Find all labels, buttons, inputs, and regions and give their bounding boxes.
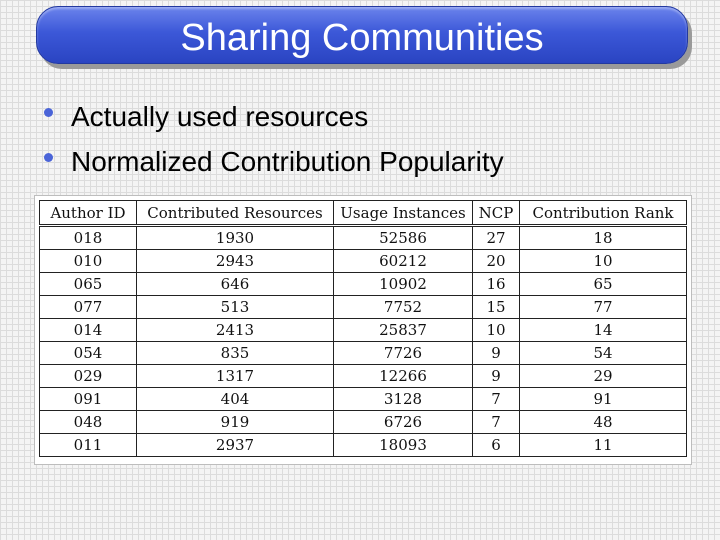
table-cell: 9: [473, 365, 520, 388]
table-header-row: [40, 201, 687, 226]
table-cell: 10: [520, 250, 687, 273]
table-cell: 10: [473, 319, 520, 342]
table-row: [40, 319, 687, 342]
table-cell: 10902: [334, 273, 473, 296]
table-cell: 18093: [334, 434, 473, 457]
table-cell: 077: [40, 296, 137, 319]
table-cell: 7: [473, 388, 520, 411]
column-header: Usage Instances: [334, 201, 473, 226]
slide-title-bar: [36, 6, 688, 64]
table-cell: 014: [40, 319, 137, 342]
table-cell: 2937: [137, 434, 334, 457]
table-cell: 27: [473, 226, 520, 250]
table-cell: 646: [137, 273, 334, 296]
table-cell: 029: [40, 365, 137, 388]
table-cell: 91: [520, 388, 687, 411]
table-cell: 15: [473, 296, 520, 319]
table-row: [40, 250, 687, 273]
table-cell: 9: [473, 342, 520, 365]
table-row: [40, 365, 687, 388]
table-cell: 18: [520, 226, 687, 250]
table-cell: 3128: [334, 388, 473, 411]
bullet-item: [44, 94, 504, 139]
table-cell: 60212: [334, 250, 473, 273]
column-header: Contributed Resources: [137, 201, 334, 226]
table-cell: 1317: [137, 365, 334, 388]
table-cell: 404: [137, 388, 334, 411]
bullet-text: Normalized Contribution Popularity: [71, 145, 504, 177]
table-body: [40, 226, 687, 457]
table-cell: 7752: [334, 296, 473, 319]
table-cell: 25837: [334, 319, 473, 342]
table-row: [40, 411, 687, 434]
table-cell: 2413: [137, 319, 334, 342]
slide-title: Sharing Communities: [180, 17, 544, 59]
bullet-text: Actually used resources: [71, 100, 369, 132]
table-cell: 20: [473, 250, 520, 273]
table-cell: 52586: [334, 226, 473, 250]
table-row: [40, 434, 687, 457]
bullet-icon: [44, 153, 53, 162]
table-cell: 011: [40, 434, 137, 457]
bullet-item: [44, 139, 504, 184]
column-header: Author ID: [40, 201, 137, 226]
table-cell: 048: [40, 411, 137, 434]
table-row: [40, 342, 687, 365]
table-cell: 16: [473, 273, 520, 296]
bullet-list: [44, 94, 504, 184]
table-image-frame: [34, 195, 692, 465]
table-cell: 29: [520, 365, 687, 388]
table-row: [40, 296, 687, 319]
table-row: [40, 388, 687, 411]
table-cell: 77: [520, 296, 687, 319]
column-header: Contribution Rank: [520, 201, 687, 226]
table-cell: 48: [520, 411, 687, 434]
table-row: [40, 273, 687, 296]
bullet-icon: [44, 108, 53, 117]
table-cell: 018: [40, 226, 137, 250]
table-cell: 65: [520, 273, 687, 296]
table-cell: 1930: [137, 226, 334, 250]
table-cell: 919: [137, 411, 334, 434]
author-table: [39, 200, 687, 457]
table-cell: 7726: [334, 342, 473, 365]
table-cell: 7: [473, 411, 520, 434]
table-cell: 2943: [137, 250, 334, 273]
table-cell: 11: [520, 434, 687, 457]
column-header: NCP: [473, 201, 520, 226]
table-cell: 010: [40, 250, 137, 273]
table-cell: 054: [40, 342, 137, 365]
table-cell: 091: [40, 388, 137, 411]
table-cell: 14: [520, 319, 687, 342]
table-cell: 6: [473, 434, 520, 457]
table-cell: 54: [520, 342, 687, 365]
table-cell: 513: [137, 296, 334, 319]
table-cell: 835: [137, 342, 334, 365]
table-cell: 6726: [334, 411, 473, 434]
table-row: [40, 226, 687, 250]
table-cell: 065: [40, 273, 137, 296]
table-cell: 12266: [334, 365, 473, 388]
